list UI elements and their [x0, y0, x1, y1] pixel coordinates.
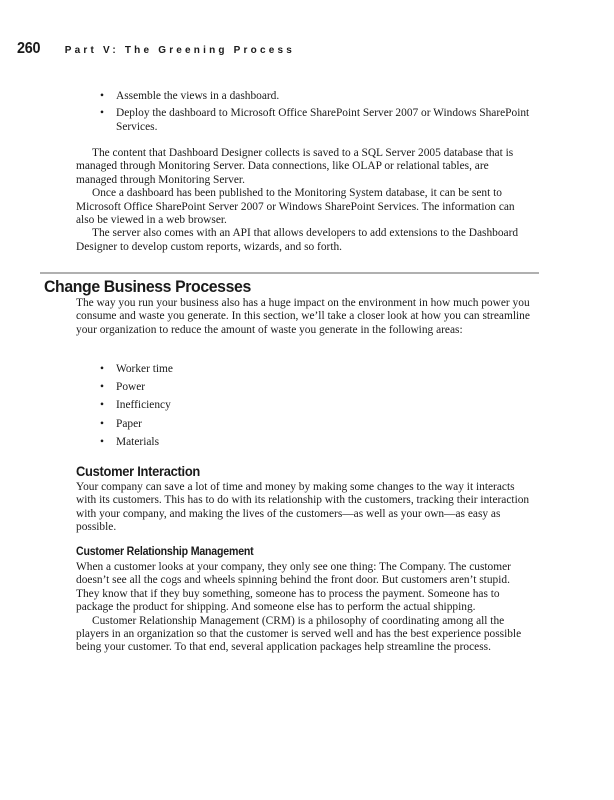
- paragraph: When a customer looks at your company, they only see one thing: The Company. The customer doesn’t see all the cogs and wheels spinning behind the front door. But customers aren’t stupid. They know that if they buy something, someone has to process the payment. Someone has to package the product for shipping. And someone else has to perform the actual shipping.: [76, 561, 511, 614]
- subsection-heading: Customer Interaction: [76, 463, 201, 479]
- running-head: Part V: The Greening Process: [64, 45, 296, 56]
- list-item: [76, 436, 530, 454]
- list-item-text: • Paper: [116, 417, 142, 430]
- top-bullet-list: [76, 90, 530, 138]
- list-item: [76, 399, 530, 417]
- customer-interaction-body: [76, 481, 530, 535]
- list-item: [76, 107, 530, 134]
- paragraph: Your company can save a lot of time and money by making some changes to the way it interacts with its customers. This has to do with its relationship with the customers, tracking their interaction with your company, and making the lives of the customers—as well as your own—as easy as possible.: [76, 481, 530, 534]
- section-divider: [40, 272, 539, 274]
- areas-list: [76, 363, 530, 454]
- section-intro: [76, 297, 530, 337]
- list-item-text: • Materials: [116, 435, 160, 448]
- list-item: [76, 381, 530, 399]
- paragraph: The server also comes with an API that allows developers to add extensions to the Dashboard Designer to develop custom reports, wizards, and so forth.: [76, 227, 519, 253]
- page-number: 260: [17, 40, 41, 57]
- page-header: [17, 40, 295, 62]
- list-item-text: • Worker time: [116, 363, 173, 375]
- paragraph: The content that Dashboard Designer collects is saved to a SQL Server 2005 database that is managed through Monitoring Server. Data connections, like OLAP or relational tables, are managed through Monitoring Server.: [76, 147, 514, 186]
- section-heading: Change Business Processes: [44, 277, 251, 296]
- crm-body: [76, 561, 530, 655]
- list-item-text: • Power: [116, 381, 146, 394]
- list-item-text: • Assemble the views in a dashboard.: [116, 90, 280, 102]
- list-item: [76, 363, 530, 381]
- intro-paragraphs: [76, 147, 530, 254]
- list-item: [76, 90, 530, 103]
- paragraph: Customer Relationship Management (CRM) is a philosophy of coordinating among all the players in an organization so that the customer is served well and has the best experience possible being your customer. To that end, several application packages help streamline the process.: [76, 614, 522, 654]
- list-item-text: • Deploy the dashboard to Microsoft Office SharePoint Server 2007 or Windows SharePoint Services.: [116, 107, 530, 133]
- sub-subsection-heading: Customer Relationship Management: [76, 546, 254, 558]
- list-item: [76, 418, 530, 436]
- paragraph: The way you run your business also has a huge impact on the environment in how much power you consume and waste you generate. In this section, we’ll take a closer look at how you can streamline your organization to reduce the amount of waste you generate in the following areas:: [76, 297, 530, 336]
- list-item-text: • Inefficiency: [116, 399, 171, 412]
- paragraph: Once a dashboard has been published to the Monitoring System database, it can be sent to Microsoft Office SharePoint Server 2007 or Windows SharePoint Services. The information can also be viewed in a web browser.: [76, 187, 515, 227]
